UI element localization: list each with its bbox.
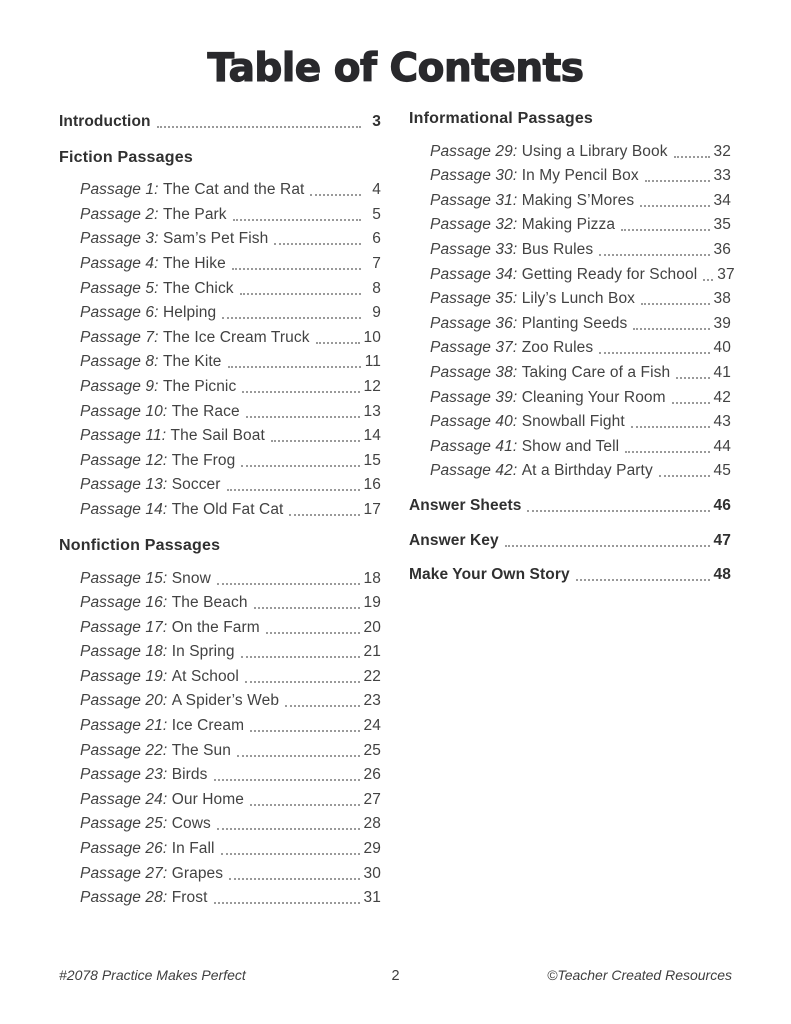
- passage-label: Passage 40:: [430, 413, 522, 431]
- passage-label: Passage 27:: [80, 864, 172, 882]
- page-ref: 10: [363, 328, 381, 346]
- dot-leader: [217, 583, 360, 585]
- passage-label: Passage 30:: [430, 167, 522, 185]
- passage-label: Passage 35:: [430, 290, 522, 308]
- toc-entry: [409, 491, 731, 516]
- passage-entry: [409, 358, 731, 383]
- entry-title: Getting Ready for School: [521, 265, 698, 283]
- entry-title: Show and Tell: [521, 437, 620, 455]
- dot-leader: [674, 156, 710, 158]
- dot-leader: [242, 391, 359, 393]
- dot-leader: [246, 416, 360, 418]
- passage-entry: [409, 235, 731, 260]
- passage-label: Passage 16:: [80, 594, 172, 612]
- page-ref: 26: [363, 766, 381, 784]
- page-ref: 44: [713, 437, 731, 455]
- entry-title: In My Pencil Box: [521, 167, 639, 185]
- passage-label: Passage 33:: [430, 240, 522, 258]
- dot-leader: [245, 681, 360, 683]
- passage-entry: [59, 372, 381, 397]
- page-ref: 27: [363, 790, 381, 808]
- passage-label: Passage 42:: [430, 462, 522, 480]
- passage-entry: [409, 137, 731, 162]
- dot-leader: [625, 451, 709, 453]
- passage-label: Passage 25:: [80, 815, 172, 833]
- entry-title: The Old Fat Cat: [171, 500, 284, 518]
- passage-label: Passage 1:: [80, 181, 163, 199]
- passage-entry: [409, 211, 731, 236]
- entry-title: Helping: [162, 304, 217, 322]
- dot-leader: [676, 377, 709, 379]
- dot-leader: [241, 656, 360, 658]
- footer-page-number: 2: [391, 968, 400, 984]
- page-ref: 34: [713, 191, 731, 209]
- entry-title: Ice Cream: [171, 717, 245, 735]
- dot-leader: [217, 828, 360, 830]
- passage-label: Passage 24:: [80, 790, 172, 808]
- dot-leader: [599, 352, 709, 354]
- passage-label: Passage 26:: [80, 840, 172, 858]
- page-ref: 18: [363, 569, 381, 587]
- passage-label: Passage 32:: [430, 216, 522, 234]
- entry-title: Taking Care of a Fish: [521, 363, 671, 381]
- page-ref: 42: [713, 388, 731, 406]
- page-ref: 4: [372, 181, 381, 199]
- page-ref: 9: [372, 304, 381, 322]
- dot-leader: [233, 219, 361, 221]
- page-title: Table of Contents: [207, 46, 584, 91]
- entry-title: The Cat and the Rat: [162, 181, 305, 199]
- passage-label: Passage 19:: [80, 667, 172, 685]
- dot-leader: [645, 180, 710, 182]
- entry-title: The Sail Boat: [170, 427, 265, 445]
- page-ref: 33: [713, 167, 731, 185]
- dot-leader: [214, 779, 360, 781]
- entry-title: The Picnic: [162, 377, 237, 395]
- entry-title: Lily’s Lunch Box: [521, 290, 636, 308]
- entry-title: The Hike: [162, 254, 226, 272]
- dot-leader: [599, 254, 709, 256]
- passage-entry: [409, 383, 731, 408]
- entry-title: Cleaning Your Room: [521, 388, 666, 406]
- passage-label: Passage 21:: [80, 717, 172, 735]
- passage-entry: [409, 162, 731, 187]
- dot-leader: [316, 342, 360, 344]
- dot-leader: [266, 632, 360, 634]
- page-ref: 32: [713, 142, 731, 160]
- passage-entry: [59, 397, 381, 422]
- passage-entry: [59, 662, 381, 687]
- passage-entry: [409, 285, 731, 310]
- passage-entry: [59, 422, 381, 447]
- dot-leader: [576, 579, 710, 581]
- page-ref: 35: [713, 216, 731, 234]
- dot-leader: [274, 243, 361, 245]
- passage-entry: [409, 408, 731, 433]
- passage-entry: [59, 446, 381, 471]
- passage-label: Passage 37:: [430, 339, 522, 357]
- passage-entry: [59, 495, 381, 520]
- dot-leader: [505, 545, 710, 547]
- dot-leader: [621, 229, 709, 231]
- dot-leader: [310, 194, 361, 196]
- entry-title: The Frog: [171, 451, 236, 469]
- dot-leader: [659, 475, 710, 477]
- passage-label: Passage 28:: [80, 889, 172, 907]
- page-ref: 28: [363, 815, 381, 833]
- page-ref: 21: [363, 643, 381, 661]
- section-heading: Fiction Passages: [59, 148, 193, 166]
- passage-entry: [59, 834, 381, 859]
- passage-label: Passage 8:: [80, 353, 163, 371]
- passage-entry: [59, 589, 381, 614]
- entry-title: Grapes: [171, 864, 224, 882]
- entry-title: Birds: [171, 766, 208, 784]
- passage-label: Passage 13:: [80, 476, 172, 494]
- passage-entry: [59, 299, 381, 324]
- dot-leader: [633, 328, 709, 330]
- entry-title: The Chick: [162, 279, 234, 297]
- passage-label: Passage 10:: [80, 402, 172, 420]
- passage-label: Passage 9:: [80, 377, 163, 395]
- page-ref: 15: [363, 451, 381, 469]
- toc-column-right: [409, 107, 735, 908]
- page-ref: 20: [363, 618, 381, 636]
- passage-entry: [59, 471, 381, 496]
- passage-entry: [59, 323, 381, 348]
- page-ref: 11: [364, 353, 381, 371]
- page-ref: 19: [363, 594, 381, 612]
- passage-label: Passage 22:: [80, 741, 172, 759]
- dot-leader: [527, 510, 709, 512]
- passage-label: Passage 2:: [80, 205, 163, 223]
- passage-entry: [59, 884, 381, 909]
- page-ref: 47: [713, 531, 731, 549]
- page-ref: 12: [363, 377, 381, 395]
- passage-label: Passage 34:: [430, 265, 522, 283]
- entry-title: Frost: [171, 889, 208, 907]
- passage-label: Passage 39:: [430, 388, 522, 406]
- entry-title: Soccer: [171, 476, 221, 494]
- passage-entry: [59, 613, 381, 638]
- entry-title: The Park: [162, 205, 227, 223]
- page-ref: 43: [713, 413, 731, 431]
- passage-label: Passage 15:: [80, 569, 172, 587]
- entry-title: Making Pizza: [521, 216, 616, 234]
- entry-title: Bus Rules: [521, 240, 594, 258]
- page-ref: 31: [363, 889, 381, 907]
- dot-leader: [240, 293, 361, 295]
- dot-leader: [703, 279, 713, 281]
- passage-entry: [59, 810, 381, 835]
- dot-leader: [254, 607, 360, 609]
- passage-entry: [409, 260, 735, 285]
- entry-title: At School: [171, 667, 239, 685]
- passage-entry: [59, 687, 381, 712]
- page-footer: [59, 967, 732, 984]
- entry-title: Sam’s Pet Fish: [162, 230, 269, 248]
- dot-leader: [672, 402, 710, 404]
- page-ref: 36: [713, 240, 731, 258]
- dot-leader: [222, 317, 361, 319]
- entry-title: Our Home: [171, 790, 244, 808]
- page-ref: 8: [372, 279, 381, 297]
- passage-label: Passage 20:: [80, 692, 172, 710]
- section-heading: Nonfiction Passages: [59, 536, 221, 554]
- page-ref: 29: [363, 840, 381, 858]
- section-heading: Informational Passages: [409, 110, 594, 127]
- entry-title: In Fall: [171, 840, 215, 858]
- page-ref: 17: [363, 500, 381, 518]
- entry-title: The Kite: [162, 353, 222, 371]
- entry-title: On the Farm: [171, 618, 260, 636]
- entry-title: Cows: [171, 815, 211, 833]
- dot-leader: [241, 465, 359, 467]
- toc-entry: [409, 526, 731, 551]
- passage-label: Passage 5:: [80, 279, 163, 297]
- passage-label: Passage 29:: [430, 142, 522, 160]
- passage-entry: [59, 761, 381, 786]
- toc-entry: [59, 107, 381, 132]
- dot-leader: [631, 426, 710, 428]
- passage-entry: [59, 785, 381, 810]
- passage-label: Passage 41:: [430, 437, 522, 455]
- passage-entry: [59, 638, 381, 663]
- page-ref: 6: [372, 230, 381, 248]
- dot-leader: [229, 878, 359, 880]
- toc-columns: [0, 91, 791, 908]
- passage-entry: [59, 176, 381, 201]
- page-ref: 38: [713, 290, 731, 308]
- entry-title: Answer Sheets: [409, 496, 522, 514]
- passage-entry: [59, 736, 381, 761]
- passage-label: Passage 17:: [80, 618, 172, 636]
- page-ref: 41: [713, 363, 731, 381]
- page-ref: 23: [363, 692, 381, 710]
- passage-label: Passage 6:: [80, 304, 163, 322]
- page-ref: 37: [717, 265, 735, 283]
- passage-entry: [409, 186, 731, 211]
- page-ref: 48: [713, 566, 731, 584]
- passage-entry: [59, 249, 381, 274]
- entry-title: A Spider’s Web: [171, 692, 280, 710]
- entry-title: The Ice Cream Truck: [162, 328, 310, 346]
- passage-label: Passage 18:: [80, 643, 172, 661]
- page-ref: 24: [363, 717, 381, 735]
- entry-title: Zoo Rules: [521, 339, 594, 357]
- passage-label: Passage 12:: [80, 451, 172, 469]
- dot-leader: [271, 440, 360, 442]
- toc-entry: [409, 561, 731, 586]
- entry-title: At a Birthday Party: [521, 462, 653, 480]
- passage-label: Passage 36:: [430, 314, 522, 332]
- page-ref: 25: [363, 741, 381, 759]
- entry-title: The Beach: [171, 594, 248, 612]
- passage-label: Passage 4:: [80, 254, 163, 272]
- entry-title: Planting Seeds: [521, 314, 628, 332]
- page-ref: 16: [363, 476, 381, 494]
- passage-entry: [59, 225, 381, 250]
- passage-entry: [59, 274, 381, 299]
- page-ref: 22: [363, 667, 381, 685]
- passage-entry: [59, 200, 381, 225]
- passage-entry: [59, 348, 381, 373]
- passage-entry: [409, 457, 731, 482]
- passage-label: Passage 3:: [80, 230, 163, 248]
- toc-column-left: [59, 107, 381, 908]
- entry-title: The Race: [171, 402, 240, 420]
- dot-leader: [227, 489, 360, 491]
- passage-label: Passage 38:: [430, 363, 522, 381]
- dot-leader: [221, 853, 360, 855]
- dot-leader: [214, 902, 360, 904]
- dot-leader: [157, 126, 361, 128]
- dot-leader: [640, 205, 709, 207]
- entry-title: The Sun: [171, 741, 231, 759]
- footer-publisher: ©Teacher Created Resources: [547, 967, 733, 983]
- dot-leader: [250, 804, 360, 806]
- passage-label: Passage 23:: [80, 766, 172, 784]
- passage-label: Passage 14:: [80, 500, 172, 518]
- passage-entry: [59, 564, 381, 589]
- passage-entry: [59, 859, 381, 884]
- dot-leader: [232, 268, 361, 270]
- dot-leader: [641, 303, 710, 305]
- entry-title: Snow: [171, 569, 211, 587]
- page-ref: 46: [713, 496, 731, 514]
- page-ref: 40: [713, 339, 731, 357]
- dot-leader: [237, 755, 360, 757]
- dot-leader: [289, 514, 359, 516]
- page-ref: 14: [363, 427, 381, 445]
- entry-title: Answer Key: [409, 531, 499, 549]
- dot-leader: [228, 366, 361, 368]
- page-ref: 30: [363, 864, 381, 882]
- entry-title: In Spring: [171, 643, 235, 661]
- entry-title: Snowball Fight: [521, 413, 625, 431]
- page-ref: 3: [372, 112, 381, 130]
- entry-title: Making S’Mores: [521, 191, 635, 209]
- passage-entry: [59, 711, 381, 736]
- page-ref: 13: [363, 402, 381, 420]
- page-ref: 45: [713, 462, 731, 480]
- entry-title: Using a Library Book: [521, 142, 668, 160]
- passage-entry: [409, 309, 731, 334]
- passage-label: Passage 31:: [430, 191, 522, 209]
- passage-entry: [409, 334, 731, 359]
- page-ref: 39: [713, 314, 731, 332]
- entry-title: Introduction: [59, 112, 151, 130]
- passage-label: Passage 7:: [80, 328, 163, 346]
- footer-product-code: #2078 Practice Makes Perfect: [59, 967, 246, 983]
- entry-title: Make Your Own Story: [409, 566, 570, 584]
- passage-label: Passage 11:: [80, 427, 171, 445]
- passage-entry: [409, 432, 731, 457]
- page-ref: 5: [372, 205, 381, 223]
- dot-leader: [285, 705, 359, 707]
- dot-leader: [250, 730, 359, 732]
- page-ref: 7: [372, 254, 381, 272]
